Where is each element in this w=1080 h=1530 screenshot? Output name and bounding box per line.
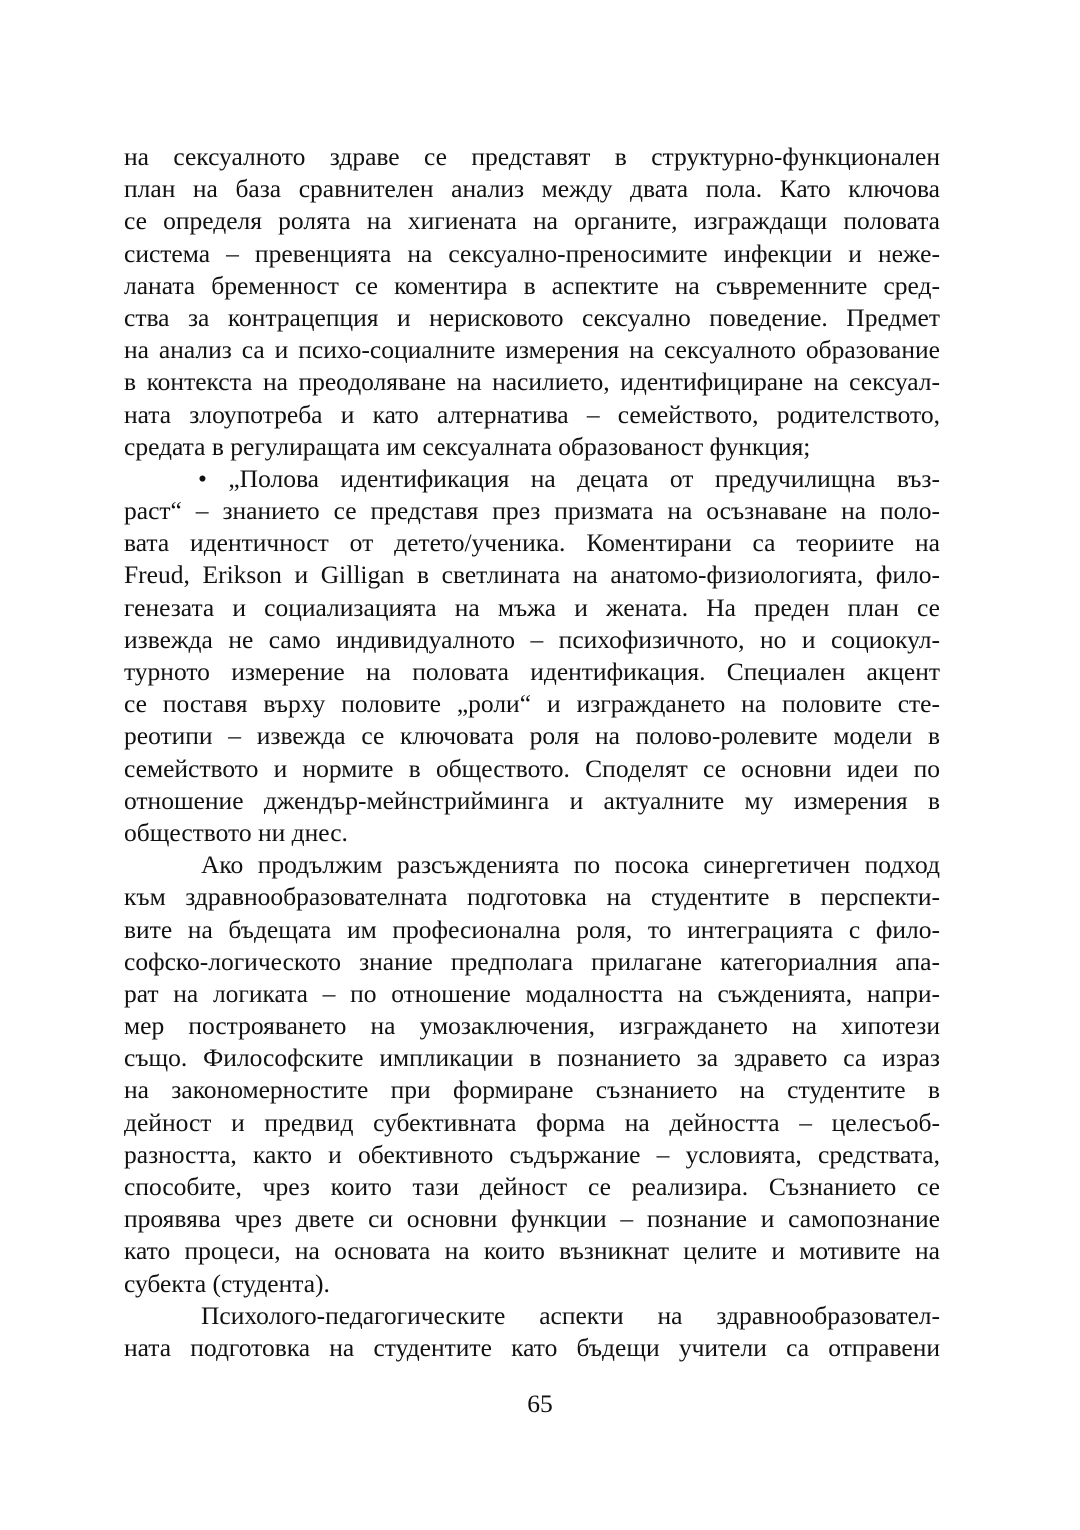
text-line: способите, чрез които тази дейност се реализира. Съзнанието се: [124, 1172, 940, 1201]
text-line: система – превенцията на сексуално-преносимите инфекции и неже-: [124, 238, 940, 268]
text-line: генезата и социализацията на мъжа и жената. На преден план се: [124, 592, 940, 622]
text-line: вата идентичност от детето/ученика. Коментирани са теориите на: [124, 528, 940, 558]
text-line: също. Философските импликации в познанието за здравето са израз: [124, 1043, 940, 1073]
text-line: като процеси, на основата на които възникнат целите и мотивите на: [124, 1236, 940, 1266]
text-line: план на база сравнителен анализ между двата пола. Като ключова: [124, 174, 940, 204]
text-line: на сексуалното здраве се представят в структурно-функционален: [124, 142, 940, 171]
text-line: на анализ са и психо-социалните измерения на сексуалното образование: [124, 335, 940, 365]
text-line: Freud, Erikson и Gilligan в светлината на анатомо-физиологията, фило-: [124, 560, 940, 590]
text-line: на закономерностите при формиране съзнанието на студентите в: [124, 1075, 940, 1105]
text-line: обществото ни днес.: [124, 817, 348, 847]
text-line: ства за контрацепция и нерисковото сексуално поведение. Предмет: [124, 302, 940, 332]
text-line: средата в регулиращата им сексуалната образованост функция;: [124, 431, 811, 461]
text-line: проявява чрез двете си основни функции – познание и самопознание: [124, 1204, 940, 1234]
text-line: софско-логическото знание предполага прилагане категориалния апа-: [124, 946, 940, 976]
text-line: турното измерение на половата идентификация. Специален акцент: [124, 657, 940, 686]
text-line: дейност и предвид субективната форма на дейността – целесъоб-: [124, 1107, 940, 1137]
text-line: рат на логиката – по отношение модалността на съжденията, напри-: [124, 978, 940, 1008]
text-line: извежда не само индивидуалното – психофизичното, но и социокул-: [124, 624, 940, 654]
text-line: отношение джендър-мейнстрийминга и актуалните му измерения в: [124, 785, 940, 815]
text-line: в контекста на преодоляване на насилието, идентифициране на сексуал-: [124, 367, 940, 397]
text-line: субекта (студента).: [124, 1268, 330, 1298]
text-line: вите на бъдещата им професионална роля, то интеграцията с фило-: [124, 914, 940, 944]
text-line: се определя ролята на хигиената на органите, изграждащи половата: [124, 206, 940, 236]
text-line: ната злоупотреба и като алтернатива – семейството, родителството,: [124, 399, 940, 429]
paragraph-first-line: Ако продължим разсъжденията по посока синергетичен подход: [201, 850, 940, 880]
page-number: 65: [527, 1389, 553, 1418]
body-text: [124, 141, 940, 1364]
text-line: към здравнообразователната подготовка на студентите в перспекти-: [124, 882, 940, 912]
text-line: раст“ – знанието се представя през призмата на осъзнаване на поло-: [124, 496, 940, 526]
paragraph-first-line: Психолого-педагогическите аспекти на здравнообразовател-: [201, 1300, 940, 1330]
text-line: семейството и нормите в обществото. Споделят се основни идеи по: [124, 753, 940, 783]
text-line: ната подготовка на студентите като бъдещи учители са отправени: [124, 1332, 940, 1362]
bullet-item-line: • „Полова идентификация на децата от предучилищна въз-: [198, 463, 940, 493]
text-line: ланата бременност се коментира в аспектите на съвременните сред-: [124, 270, 940, 300]
text-line: разността, както и обективното съдържание – условията, средствата,: [124, 1139, 940, 1169]
text-line: се поставя върху половите „роли“ и изграждането на половите сте-: [124, 689, 940, 719]
text-line: реотипи – извежда се ключовата роля на полово-ролевите модели в: [124, 721, 940, 751]
text-line: мер построяването на умозаключения, изграждането на хипотези: [124, 1011, 940, 1041]
